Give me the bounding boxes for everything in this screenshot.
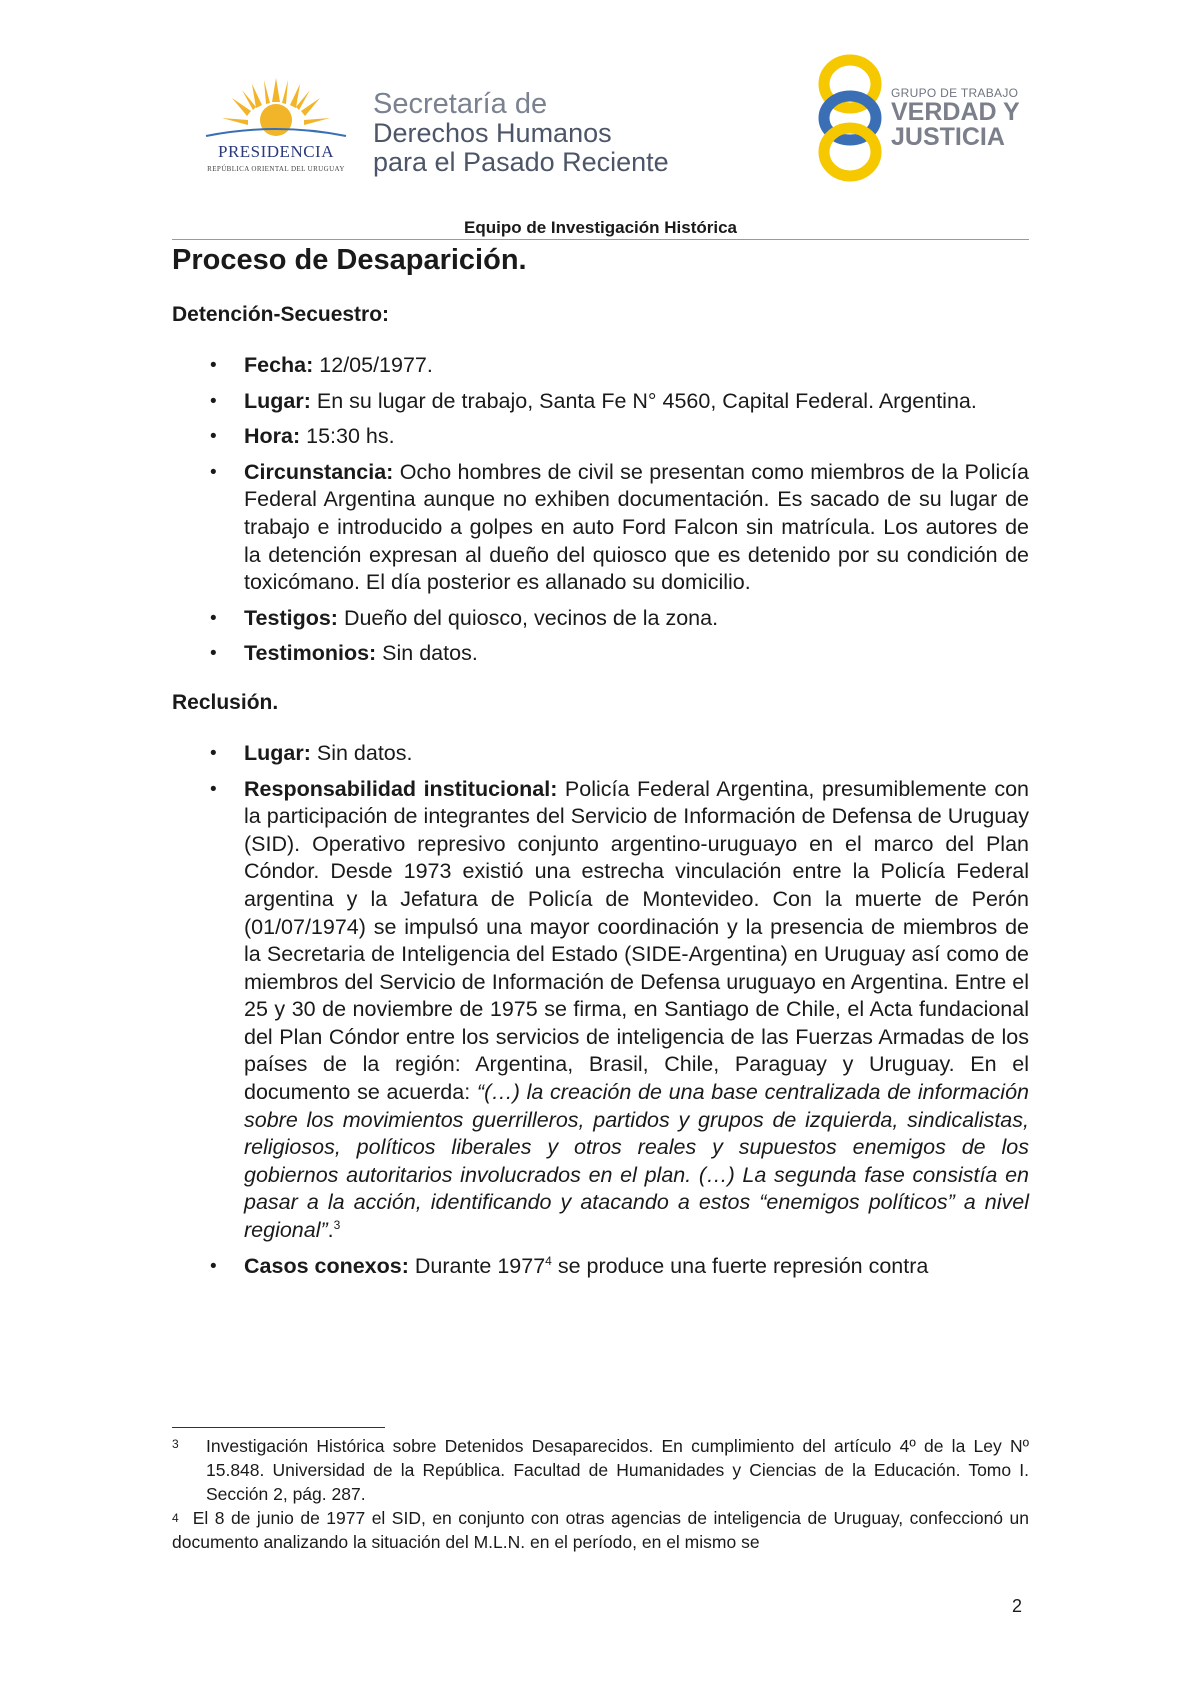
fecha-value: 12/05/1977. (313, 353, 433, 377)
reclusion-lugar-value: Sin datos. (310, 740, 413, 765)
footnote-3-text: Investigación Histórica sobre Detenidos Desaparecidos. En cumplimiento del artículo 4º de la Ley Nº 15.848. Universidad de la República. Facultad de Humanidades y Ciencias de la Educación. Tomo I. Sección 2, pág. 287. (206, 1436, 1029, 1504)
footnote-divider (172, 1427, 385, 1428)
bullet-icon: • (210, 643, 217, 665)
list-item-lugar (172, 388, 1029, 416)
page-header (0, 0, 1190, 200)
footnote-3 (172, 1434, 1029, 1506)
circunstancia-label: Circunstancia: (244, 459, 394, 484)
reclusion-list (172, 740, 1029, 1280)
testigos-value: Dueño del quiosco, vecinos de la zona. (337, 605, 719, 630)
verdad-justicia-logo (815, 54, 1030, 182)
detencion-list (172, 352, 1029, 668)
casos-value-b: se produce una fuerte represión contra (551, 1253, 929, 1278)
casos-value-a: Durante 1977 (408, 1253, 546, 1278)
verdad-justicia-wordmark (891, 86, 1020, 150)
footnote-4-number: 4 (172, 1511, 179, 1525)
linked-rings-icon (815, 54, 885, 182)
vyj-big-text-2: JUSTICIA (891, 123, 1005, 151)
bullet-icon: • (210, 1255, 217, 1277)
page-title: Proceso de Desaparición. (172, 244, 527, 276)
secretaria-line-3: para el Pasado Reciente (373, 147, 669, 177)
vyj-small-text: GRUPO DE TRABAJO (891, 86, 1019, 100)
hora-label: Hora: (244, 424, 301, 449)
footnote-ref-3: 3 (333, 1217, 341, 1232)
footnote-ref-4: 4 (545, 1253, 552, 1268)
presidencia-wordmark: PRESIDENCIA (217, 142, 334, 161)
presidencia-logo (196, 78, 356, 178)
casos-label: Casos conexos: (244, 1253, 409, 1278)
bullet-icon: • (210, 390, 217, 412)
fecha-label: Fecha: (244, 353, 314, 377)
sun-emblem-icon (196, 78, 356, 142)
secretaria-title (373, 90, 713, 177)
list-item-lugar-reclusion (172, 740, 1029, 768)
circunstancia-value: Ocho hombres de civil se presentan como miembros de la Policía Federal Argentina aunque no exhiben documentación. Es sacado de su lugar de trabajo e introducido a golpes en auto Ford Falcon sin matrícula. Los autores de la detención expresan al dueño del quiosco que es detenido por su condición de toxicómano. El día posterior es allanado su domicilio. (244, 459, 1029, 595)
vyj-big-text-1: VERDAD Y (891, 98, 1020, 126)
responsabilidad-end: . (327, 1218, 334, 1243)
footnotes (172, 1434, 1029, 1554)
bullet-icon: • (210, 355, 217, 376)
secretaria-line-1: Secretaría de (373, 88, 548, 120)
testimonios-label: Testimonios: (244, 641, 377, 666)
footnote-4-text: El 8 de junio de 1977 el SID, en conjunto con otras agencias de inteligencia de Uruguay, confeccionó un documento analizando la situación del M.L.N. en el período, en el mismo se (172, 1508, 1029, 1552)
document-body (172, 240, 1029, 1288)
lugar-label: Lugar: (244, 388, 311, 413)
presidencia-subtitle: REPÚBLICA ORIENTAL DEL URUGUAY (207, 165, 345, 173)
footnote-3-number: 3 (172, 1437, 179, 1451)
page-number: 2 (1012, 1596, 1023, 1616)
bullet-icon: • (210, 742, 217, 764)
secretaria-line-2: Derechos Humanos (373, 118, 612, 148)
bullet-icon: • (210, 778, 217, 800)
responsabilidad-label: Responsabilidad institucional: (244, 776, 558, 801)
list-item-fecha (172, 352, 1029, 380)
list-item-testigos (172, 605, 1029, 633)
bullet-icon: • (210, 426, 217, 448)
responsabilidad-value: Policía Federal Argentina, presumiblemente con la participación de integrantes del Servicio de Información de Defensa de Uruguay (SID). Operativo represivo conjunto argentino-uruguayo en el marco del Plan Cóndor. Desde 1973 existió una estrecha vinculación entre la Policía Federal argentina y la Jefatura de Policía de Montevideo. Con la muerte de Perón (01/07/1974) se impulsó una mayor coordinación y la presencia de miembros de la Secretaria de Inteligencia del Estado (SIDE-Argentina) en Uruguay así como de miembros del Servicio de Información de Defensa uruguayo en Argentina. Entre el 25 y 30 de noviembre de 1975 se firma, en Santiago de Chile, el Acta fundacional del Plan Cóndor entre los servicios de inteligencia de las Fuerzas Armadas de los países de la región: Argentina, Brasil, Chile, Paraguay y Uruguay. En el documento se acuerda: (244, 776, 1029, 1105)
list-item-hora (172, 423, 1029, 451)
list-item-casos-conexos (172, 1253, 1029, 1281)
plan-condor-quote: “(…) la creación de una base centralizada de información sobre los movimientos guerrilleros, partidos y grupos de izquierda, sindicalistas, religiosos, políticos liberales y otros reales y supuestos enemigos de los gobiernos autoritarios involucrados en el plan. (…) La segunda fase consistía en pasar a la acción, identificando y atacando a estos “enemigos políticos” a nivel regional” (244, 1080, 1029, 1243)
testimonios-value: Sin datos. (376, 641, 478, 666)
footnote-4 (172, 1506, 1029, 1554)
section-heading-reclusion: Reclusión. (172, 690, 279, 714)
list-item-responsabilidad (172, 776, 1029, 1245)
reclusion-lugar-label: Lugar: (244, 740, 311, 765)
list-item-testimonios (172, 640, 1029, 668)
lugar-value: En su lugar de trabajo, Santa Fe N° 4560, Capital Federal. Argentina. (310, 388, 977, 413)
testigos-label: Testigos: (244, 605, 338, 630)
bullet-icon: • (210, 607, 217, 629)
hora-value: 15:30 hs. (300, 424, 395, 449)
bullet-icon: • (210, 461, 217, 483)
header-team-label: Equipo de Investigación Histórica (464, 218, 737, 237)
list-item-circunstancia (172, 459, 1029, 597)
section-heading-detencion: Detención-Secuestro: (172, 303, 390, 326)
